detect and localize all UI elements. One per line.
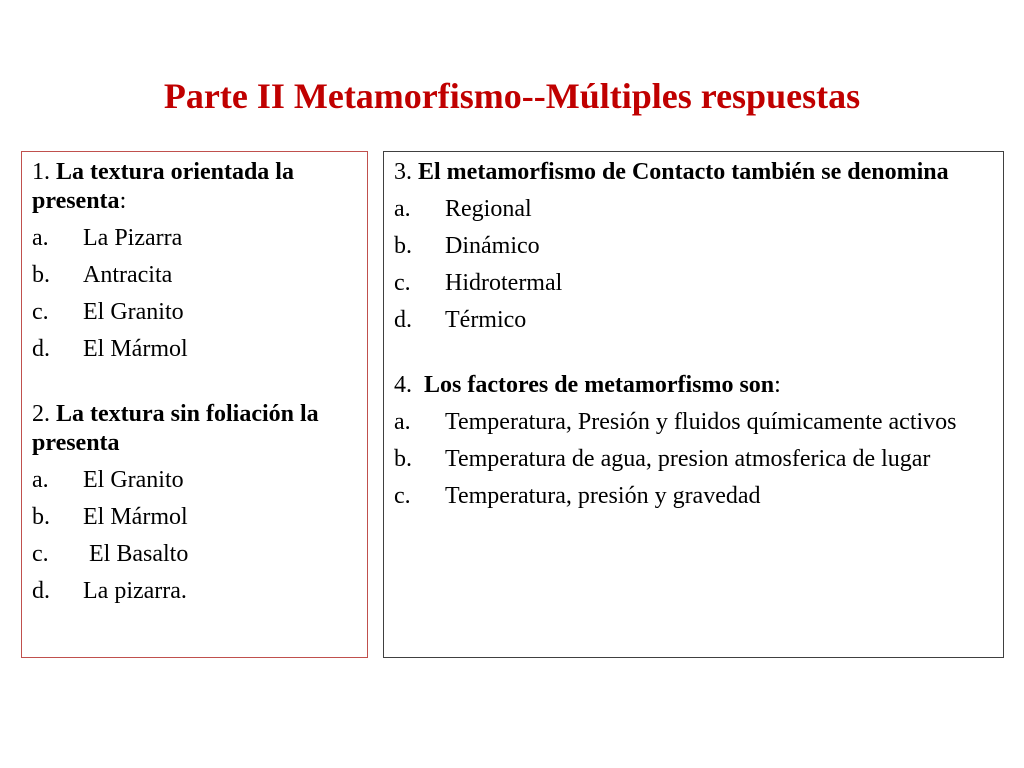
question-text: La textura orientada la presenta xyxy=(32,159,294,214)
option-item xyxy=(394,306,993,335)
option-text: El Mármol xyxy=(83,504,188,530)
option-text: La pizarra. xyxy=(83,578,187,604)
option-letter: d. xyxy=(394,307,412,333)
option-text: Hidrotermal xyxy=(445,270,563,296)
option-item xyxy=(32,261,357,290)
option-letter: b. xyxy=(394,446,412,472)
slide-title: Parte II Metamorfismo--Múltiples respuestas xyxy=(163,76,861,116)
option-text: El Granito xyxy=(83,467,184,493)
option-item xyxy=(394,482,993,511)
option-text: Antracita xyxy=(83,262,173,288)
option-item xyxy=(394,232,993,261)
option-item xyxy=(394,195,993,224)
option-text: Temperatura, presión y gravedad xyxy=(445,483,761,509)
question-number: 2. xyxy=(32,401,56,427)
option-list xyxy=(32,224,357,364)
option-letter: b. xyxy=(32,262,50,288)
option-list xyxy=(32,466,357,606)
question-colon: : xyxy=(119,188,127,214)
option-text: El Basalto xyxy=(83,541,189,567)
option-letter: c. xyxy=(32,299,49,325)
option-text: Dinámico xyxy=(445,233,540,259)
option-letter: a. xyxy=(394,409,411,435)
option-item xyxy=(394,269,993,298)
question-text: La textura sin foliación la presenta xyxy=(32,401,319,456)
question-box-right xyxy=(383,151,1004,658)
option-item xyxy=(32,466,357,495)
option-letter: c. xyxy=(394,483,411,509)
option-text: Temperatura de agua, presion atmosferica de lugar xyxy=(445,446,931,472)
option-text: El Mármol xyxy=(83,336,188,362)
option-letter: b. xyxy=(394,233,412,259)
option-item xyxy=(394,445,993,474)
question-4 xyxy=(394,371,993,400)
option-letter: b. xyxy=(32,504,50,530)
option-letter: d. xyxy=(32,336,50,362)
option-letter: c. xyxy=(32,541,49,567)
option-letter: d. xyxy=(32,578,50,604)
question-box-left xyxy=(21,151,368,658)
option-text: El Granito xyxy=(83,299,184,325)
option-item xyxy=(32,577,357,606)
option-item xyxy=(32,224,357,253)
question-text: Los factores de metamorfismo son xyxy=(424,372,775,398)
option-letter: a. xyxy=(32,225,49,251)
question-2 xyxy=(32,400,357,458)
question-number: 4. xyxy=(394,372,424,398)
option-item xyxy=(394,408,993,437)
option-text: Térmico xyxy=(445,307,527,333)
option-letter: c. xyxy=(394,270,411,296)
option-item xyxy=(32,503,357,532)
option-text: Regional xyxy=(445,196,532,222)
option-item xyxy=(32,298,357,327)
option-item xyxy=(32,540,357,569)
option-letter: a. xyxy=(32,467,49,493)
question-1 xyxy=(32,158,357,216)
question-3 xyxy=(394,158,993,187)
question-number: 3. xyxy=(394,159,418,185)
question-text: El metamorfismo de Contacto también se denomina xyxy=(418,159,949,185)
option-item xyxy=(32,335,357,364)
option-text: La Pizarra xyxy=(83,225,183,251)
option-letter: a. xyxy=(394,196,411,222)
question-number: 1. xyxy=(32,159,56,185)
option-list xyxy=(394,195,993,335)
spacer xyxy=(32,372,357,400)
option-text: Temperatura, Presión y fluidos químicamente activos xyxy=(445,409,957,435)
question-colon: : xyxy=(774,372,781,398)
spacer xyxy=(394,343,993,371)
option-list xyxy=(394,408,993,511)
